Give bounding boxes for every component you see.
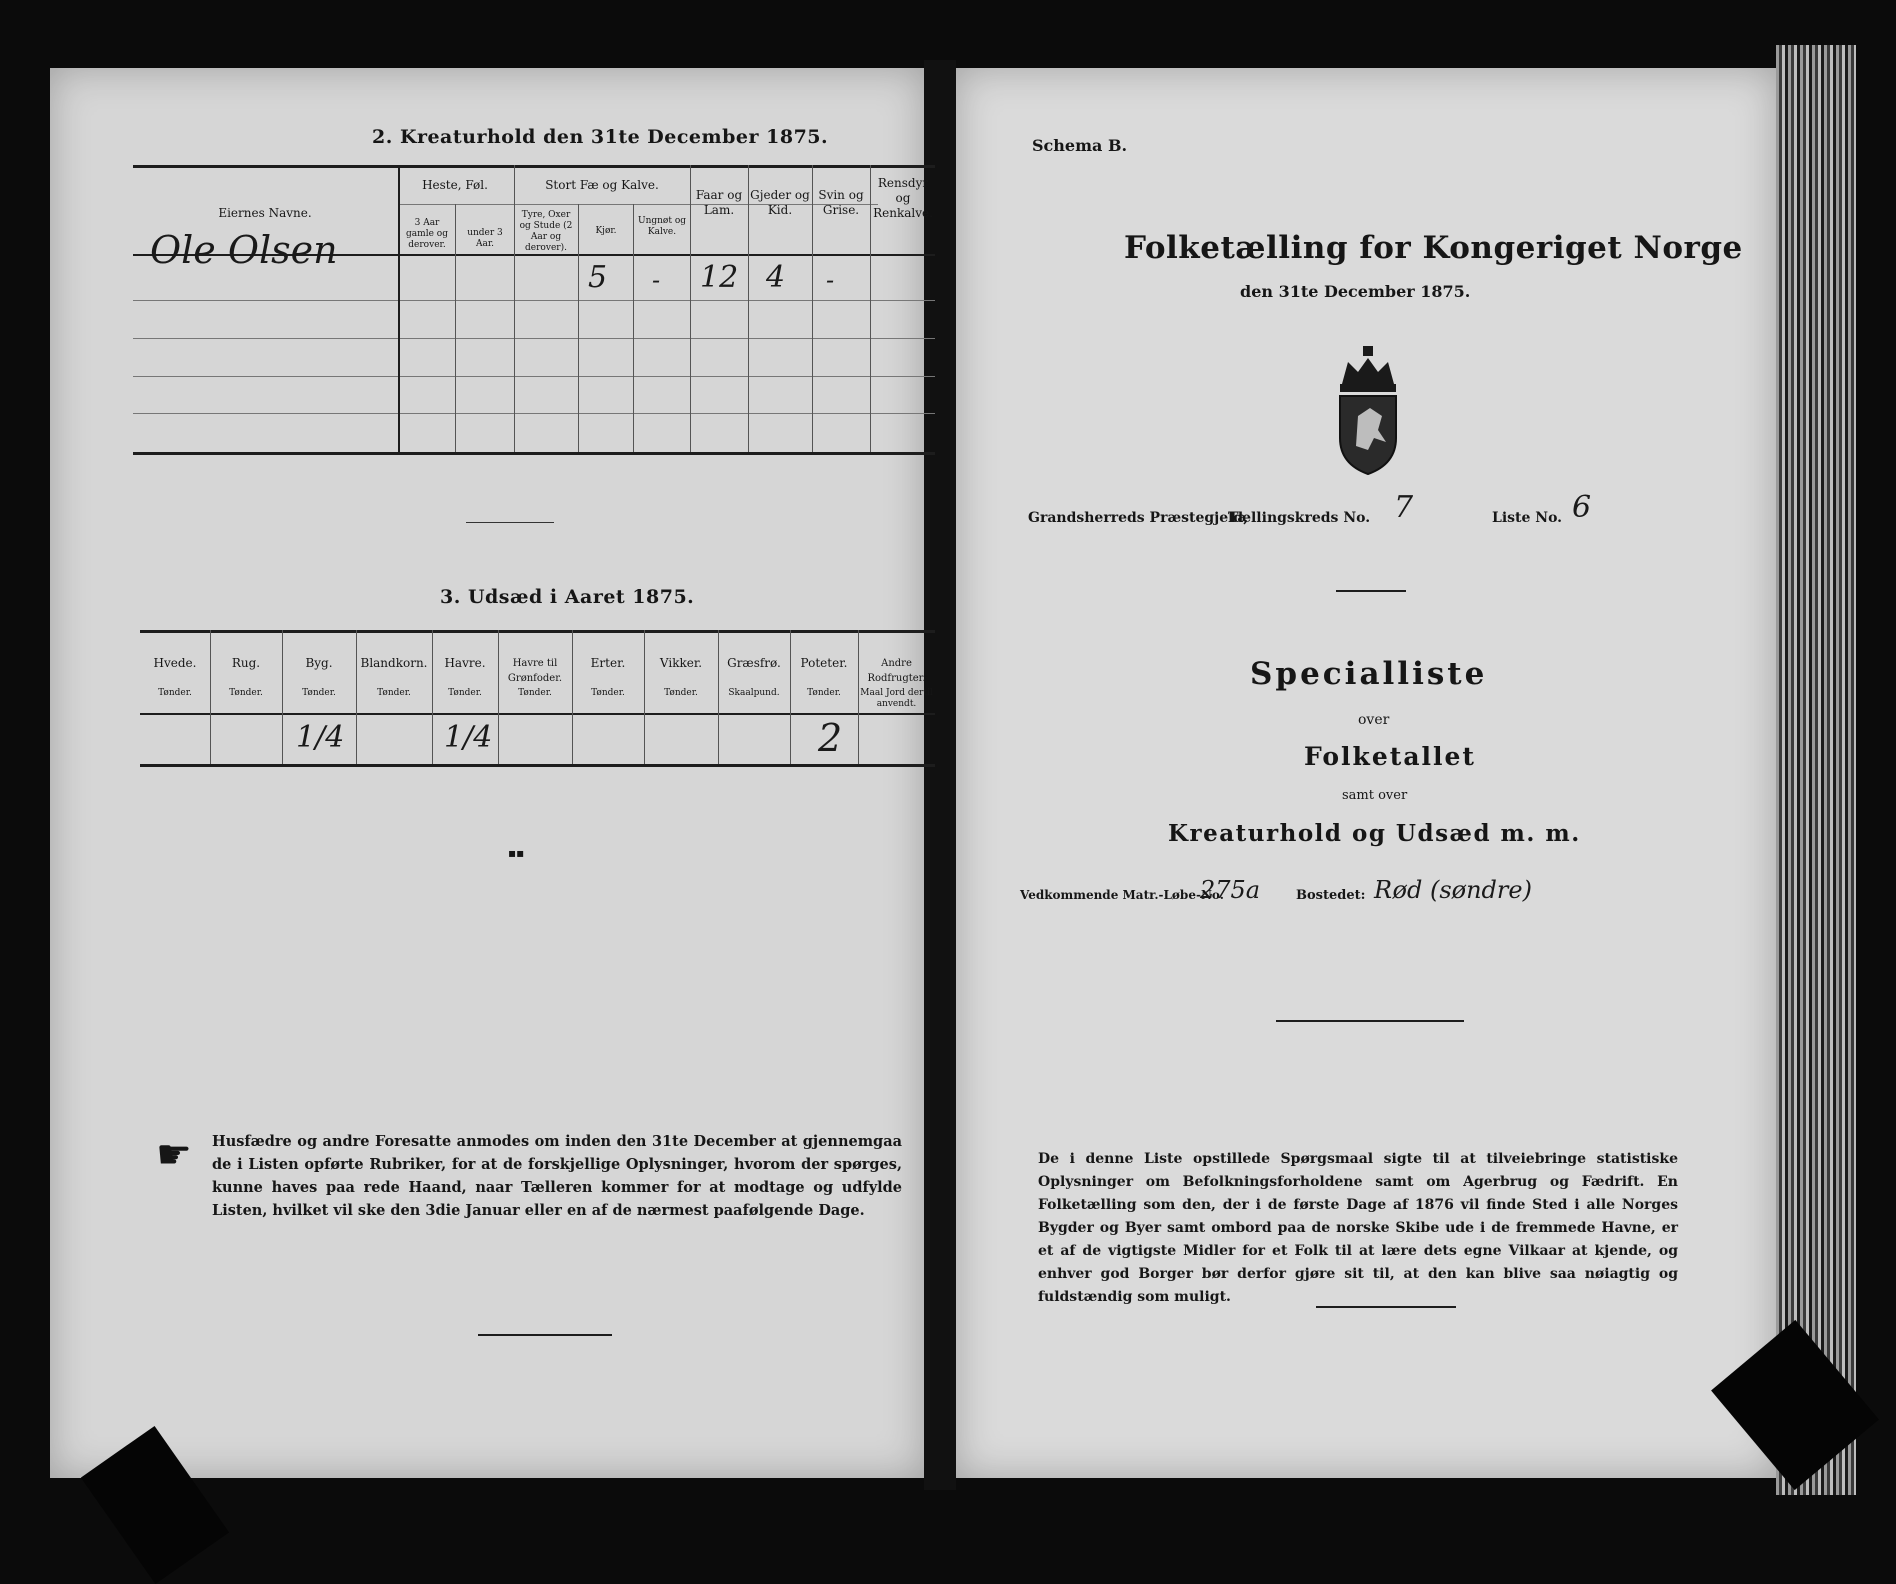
table-col-rule [398, 165, 400, 452]
col-header-cattle: Stort Fæ og Kalve. [545, 178, 659, 192]
udsaed-col-unit: Tønder. [302, 688, 336, 698]
udsaed-col-unit: Tønder. [591, 688, 625, 698]
col-header-cattle-sub3: Ungnøt og Kalve. [637, 216, 686, 237]
table-rule [133, 300, 935, 301]
col-header-pigs: Svin og Grise. [818, 188, 864, 217]
col-header-sheep: Faar og Lam. [695, 188, 743, 217]
udsaed-col-unit: Tønder. [664, 688, 698, 698]
section2-title: 2. Kreaturhold den 31te December 1875. [372, 126, 829, 148]
gjeder-value: 4 [766, 260, 786, 295]
table-rule [133, 165, 935, 168]
main-title: Folketælling for Kongeriget Norge [1124, 230, 1743, 266]
divider [1316, 1306, 1456, 1308]
ungnot-value: - [652, 266, 661, 294]
udsaed-col-unit: Tønder. [448, 688, 482, 698]
udsaed-col-header: Hvede. [153, 656, 197, 670]
byg-value: 1/4 [296, 720, 345, 755]
liste-number: 6 [1572, 490, 1592, 525]
udsaed-col-header: Byg. [305, 656, 333, 670]
ink-dot: ▪▪ [508, 846, 525, 860]
table-rule [133, 413, 935, 414]
udsaed-col-header: Vikker. [659, 656, 703, 670]
folketallet-text: Folketallet [1304, 742, 1476, 771]
book-gutter [924, 60, 956, 1490]
col-header-reindeer: Rensdyr og Renkalve. [873, 176, 933, 220]
kjor-value: 5 [588, 260, 608, 295]
udsaed-col-header: Erter. [590, 656, 626, 670]
udsaed-col-unit: Tønder. [807, 688, 841, 698]
udsaed-col-unit: Tønder. [518, 688, 552, 698]
udsaed-col-header: Rug. [231, 656, 261, 670]
matr-label: Vedkommende Matr.-Løbe-No. [1020, 888, 1224, 902]
udsaed-col-unit: Maal Jord dertil anvendt. [860, 688, 933, 709]
col-header-horses-sub1: 3 Aar gamle og derover. [406, 218, 448, 250]
kreds-label: Tællingskreds No. [1228, 510, 1371, 526]
census-date: den 31te December 1875. [1240, 282, 1471, 301]
table-rule [133, 452, 935, 455]
table-rule [140, 713, 935, 715]
col-header-goats: Gjeder og Kid. [750, 188, 810, 217]
parish-label: Grandsherreds Præstegjeld, [1028, 510, 1249, 526]
table-rule [133, 376, 935, 377]
udsaed-col-header: Græsfrø. [727, 656, 781, 670]
table-col-rule [455, 204, 456, 452]
matr-number: 275a [1200, 876, 1261, 904]
divider [1276, 1020, 1464, 1022]
table-rule [140, 764, 935, 767]
poteter-value: 2 [818, 716, 843, 760]
col-header-cattle-sub1: Tyre, Oxer og Stude (2 Aar og derover). [519, 210, 573, 253]
col-header-horses-sub2: under 3 Aar. [467, 228, 503, 249]
udsaed-col-unit: Tønder. [377, 688, 411, 698]
right-notice: De i denne Liste opstillede Spørgsmaal sigte til at tilveiebringe statistiske Oplysninger om Befolkningsforholdene samt om Agerbrug og Fædrift. En Folketælling som den, der i de første Dage af 1876 vil finde Sted i alle Norges Bygder og Byer samt ombord paa de norske Skibe ude i de fremmede Havne, er et af de vigtigste Midler for et Folk til at lære dets egne Vilkaar at kjende, og enhver god Borger bør derfor gjøre sit til, at den kan blive saa nøiagtig og fuldstændig som muligt. [1038, 1151, 1678, 1305]
udsaed-col-header: Havre. [444, 656, 486, 670]
table-col-rule [578, 204, 579, 452]
liste-label: Liste No. [1492, 510, 1563, 526]
schema-label: Schema B. [1032, 136, 1128, 155]
udsaed-col-header: Blandkorn. [360, 656, 428, 670]
udsaed-col-header: Andre Rodfrugter. [867, 658, 926, 684]
pointing-hand-icon: ☛ [156, 1132, 192, 1178]
left-notice: Husfædre og andre Foresatte anmodes om inden den 31te December at gjennemgaa de i Listen opførte Rubriker, for at de forskjellige Oplysninger, hvorom der spørges, kunne haves paa rede Haand, naar Tælleren kommer for at modtage og udfylde Listen, hvilket vil ske den 3die Januar eller en af de nærmest paafølgende Dage. [212, 1133, 902, 1219]
samt-over-text: samt over [1342, 788, 1408, 803]
norway-coat-of-arms-icon [1330, 346, 1406, 476]
divider [478, 1334, 612, 1336]
udsaed-col-header: Poteter. [800, 656, 848, 670]
owner-name: Ole Olsen [150, 228, 338, 272]
havre-value: 1/4 [444, 720, 493, 755]
udsaed-col-unit: Tønder. [158, 688, 192, 698]
specialliste-title: Specialliste [1250, 656, 1488, 692]
udsaed-col-unit: Skaalpund. [728, 688, 780, 698]
bostedet-label: Bostedet: [1296, 888, 1366, 903]
table-rule [133, 338, 935, 339]
page-edge-stack [1776, 45, 1856, 1495]
udsaed-col-unit: Tønder. [229, 688, 263, 698]
bostedet-value: Rød (søndre) [1374, 876, 1532, 904]
kreaturhold-title: Kreaturhold og Udsæd m. m. [1168, 820, 1581, 847]
divider [466, 522, 554, 523]
divider [1336, 590, 1406, 592]
col-header-horses: Heste, Føl. [422, 178, 488, 192]
table-col-rule [633, 204, 634, 452]
table-col-rule [514, 165, 515, 452]
section3-title: 3. Udsæd i Aaret 1875. [440, 586, 695, 608]
table-col-rule [812, 165, 813, 452]
udsaed-col-header: Havre til Grønfoder. [507, 658, 563, 684]
col-header-owner: Eiernes Navne. [218, 206, 312, 220]
table-rule [140, 630, 935, 633]
table-col-rule [690, 165, 691, 452]
table-col-rule [870, 165, 871, 452]
over-text: over [1358, 712, 1390, 728]
table-col-rule [748, 165, 749, 452]
kreds-number: 7 [1394, 490, 1414, 525]
svin-value: - [826, 266, 835, 294]
left-page [50, 68, 924, 1478]
col-header-cattle-sub2: Kjør. [595, 226, 617, 236]
faar-value: 12 [700, 260, 739, 295]
